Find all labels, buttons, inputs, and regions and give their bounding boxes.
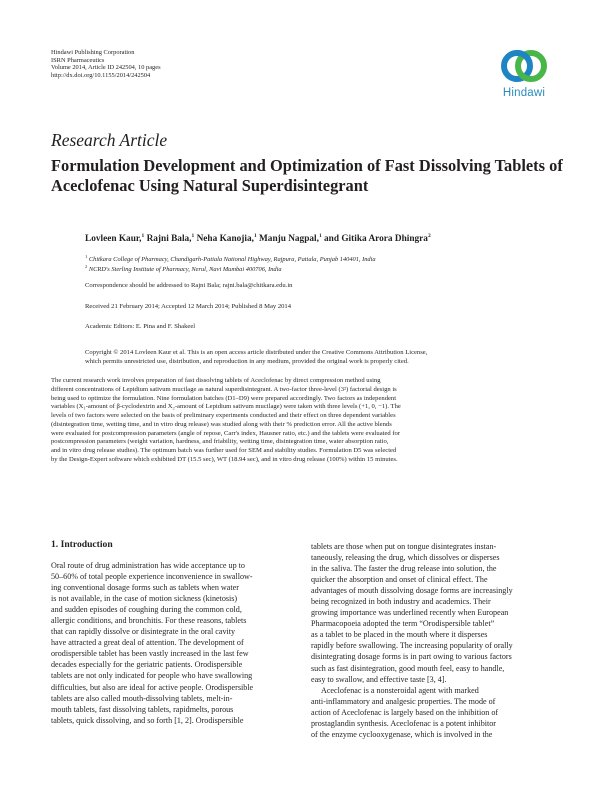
- text-line: have attracted a great deal of attention. The development of: [51, 638, 244, 648]
- publisher-name: Hindawi Publishing Corporation: [51, 49, 135, 56]
- text-line: tablets are also called mouth-dissolving tablets, melt-in-: [51, 693, 233, 703]
- text-line: Oral route of drug administration has wide acceptance up to: [51, 561, 245, 570]
- text-line: growing importance was underlined recently when European: [311, 608, 509, 618]
- journal-name: ISRN Pharmaceutics: [51, 56, 105, 64]
- abstract-line: were evaluated for postcompression parameters (angle of repose, Carr's index, Hausner ratio, etc.) and the tablets were evaluated for: [51, 429, 401, 437]
- text-line: prostaglandin synthesis. Aceclofenac is a potent inhibitor: [311, 718, 496, 728]
- text-line: tablets are not only indicated for people who have swallowing: [51, 671, 253, 681]
- abstract-line: postcompression parameters (weight variation, hardness, and friability, wetting time, disintegration time, water absorption ratio,: [51, 438, 389, 446]
- article-title: Formulation Development and Optimization of Fast Dissolving Tablets of Aceclofenac Using Natural Superdisintegrant: [51, 156, 563, 195]
- publication-dates: Received 21 February 2014; Accepted 12 March 2014; Published 8 May 2014: [85, 303, 292, 310]
- text-line: disintegrating dosage forms is in part owing to various factors: [311, 652, 512, 662]
- text-line: 50–60% of total people experience inconvenience in swallow-: [51, 572, 253, 582]
- text-line: quicker the absorption and onset of clinical effect. The: [311, 575, 488, 585]
- abstract-line: The current research work involves preparation of fast dissolving tablets of Aceclofenac by direct compression method using: [51, 377, 381, 384]
- abstract-line: different concentrations of Lepidium sativum mucilage as natural superdisintegrant. A two-factor three-level (3²) factorial design is: [51, 385, 397, 393]
- author: Manju Nagpal,$^1$: [259, 233, 322, 245]
- text-line: of the enzyme cyclooxygenase, which is involved in the: [311, 729, 493, 739]
- doi-link[interactable]: http://dx.doi.org/10.1155/2014/242504: [51, 72, 151, 80]
- author: Rajni Bala,$^1$: [146, 233, 195, 245]
- text-line: ing conventional dosage forms such as tablets when water: [51, 583, 239, 593]
- text-line: allergic conditions, and bronchitis. For these reasons, tablets: [51, 616, 247, 626]
- hindawi-rings-icon: [499, 44, 549, 88]
- text-line: as a tablet to be placed in the mouth where it disperses: [311, 630, 488, 640]
- text-line: Aceclofenac is a nonsteroidal agent with marked: [321, 685, 479, 695]
- hindawi-logo: [494, 44, 554, 106]
- text-line: tablets, quick dissolving, and so forth [1, 2]. Orodispersible: [51, 715, 244, 725]
- text-line: easy to swallow, and effective taste [3, 4].: [311, 674, 447, 684]
- affiliation: $^2$ NCRD's Sterling Institute of Pharmacy, Nerul, Navi Mumbai 400706, India: [85, 264, 282, 274]
- academic-editors: Academic Editors: E. Pina and F. Shakeel: [85, 323, 196, 330]
- text-line: such as fast disintegration, good mouth feel, easy to handle,: [311, 663, 505, 673]
- text-line: mouth tablets, fast dissolving tablets, rapidmelts, porous: [51, 704, 234, 714]
- abstract-line: and in vitro drug release studies). The optimum batch was further used for SEM and stability studies. Formulation D5 was selected: [51, 447, 397, 454]
- text-line: decades especially for the geriatric patients. Orodispersible: [51, 660, 243, 670]
- abstract-line: levels of two factors were selected on the basis of preliminary experiments conducted and their effect on three dependent variables: [51, 412, 396, 419]
- text-line: is not available, in the case of motion sickness (kinetosis): [51, 594, 238, 604]
- volume-info: Volume 2014, Article ID 242504, 10 pages: [51, 64, 161, 72]
- abstract-line: being used to optimize the formulation. Nine formulation batches (D1–D9) were prepared accordingly. Two factors as independent: [51, 394, 397, 402]
- abstract-line: by the Design-Expert software which exhibited DT (15.5 sec), WT (18.94 sec), and in vitro drug release (100%) within 15 minutes.: [51, 455, 398, 463]
- text-line: difficulties, but also are ideal for active people. Orodispersible: [51, 682, 254, 692]
- author: Lovleen Kaur,$^1$: [85, 233, 145, 245]
- text-line: and sudden episodes of coughing during the common cold,: [51, 605, 242, 615]
- correspondence: Correspondence should be addressed to Rajni Bala; rajni.bala@chitkara.edu.in: [85, 282, 293, 289]
- author: Neha Kanojia,$^1$: [196, 233, 257, 245]
- author: and Gitika Arora Dhingra$^2$: [324, 233, 431, 245]
- abstract-line: (disintegration time, wetting time, and in vitro drug release) was studied along with their % prediction error. All the active blends: [51, 420, 392, 428]
- text-line: anti-inflammatory and analgesic properties. The mode of: [311, 696, 496, 706]
- abstract: [51, 377, 555, 465]
- text-line: rapidly before swallowing. The increasing popularity of orally: [311, 641, 513, 651]
- text-line: being recognized in both industry and academics. Their: [311, 597, 491, 607]
- text-line: taneously, releasing the drug, which dissolves or disperses: [311, 553, 500, 563]
- author-list: [85, 233, 565, 244]
- text-line: action of Aceclofenac is largely based on the inhibition of: [311, 707, 499, 717]
- copyright-notice: Copyright © 2014 Lovleen Kaur et al. This is an open access article distributed under the Creative Commons Attribution License, which permits unrestricted use, distribution, and reproduction in any medium, provided the original work is properly cited.: [85, 349, 428, 365]
- hindawi-logo-text: Hindawi: [502, 87, 546, 99]
- affiliation: $^1$ Chitkara College of Pharmacy, Chandigarh-Patiala National Highway, Rajpura, Patiala, Punjab 140401, India: [85, 254, 376, 264]
- article-type: Research Article: [51, 130, 168, 150]
- text-line: orodispersible tablet has been vastly increased in the last few: [51, 649, 249, 659]
- text-line: in the saliva. The faster the drug release into solution, the: [311, 564, 497, 574]
- text-line: Pharmacopoeia adopted the term “Orodispersible tablet”: [311, 619, 495, 629]
- body-column-right: [311, 541, 555, 740]
- body-column-left: [51, 560, 295, 726]
- abstract-line: variables (X₁-amount of β-cyclodextrin and X₂-amount of Lepidium sativum mucilage) were taken with three levels (+1, 0, −1). The: [51, 403, 401, 411]
- text-line: advantages of mouth dissolving dosage forms are increasingly: [311, 586, 513, 596]
- section-heading: 1. Introduction: [51, 539, 113, 550]
- text-line: that can rapidly dissolve or disintegrate in the oral cavity: [51, 627, 236, 637]
- journal-metadata: [51, 49, 161, 80]
- text-line: tablets are those when put on tongue disintegrates instan-: [311, 542, 497, 551]
